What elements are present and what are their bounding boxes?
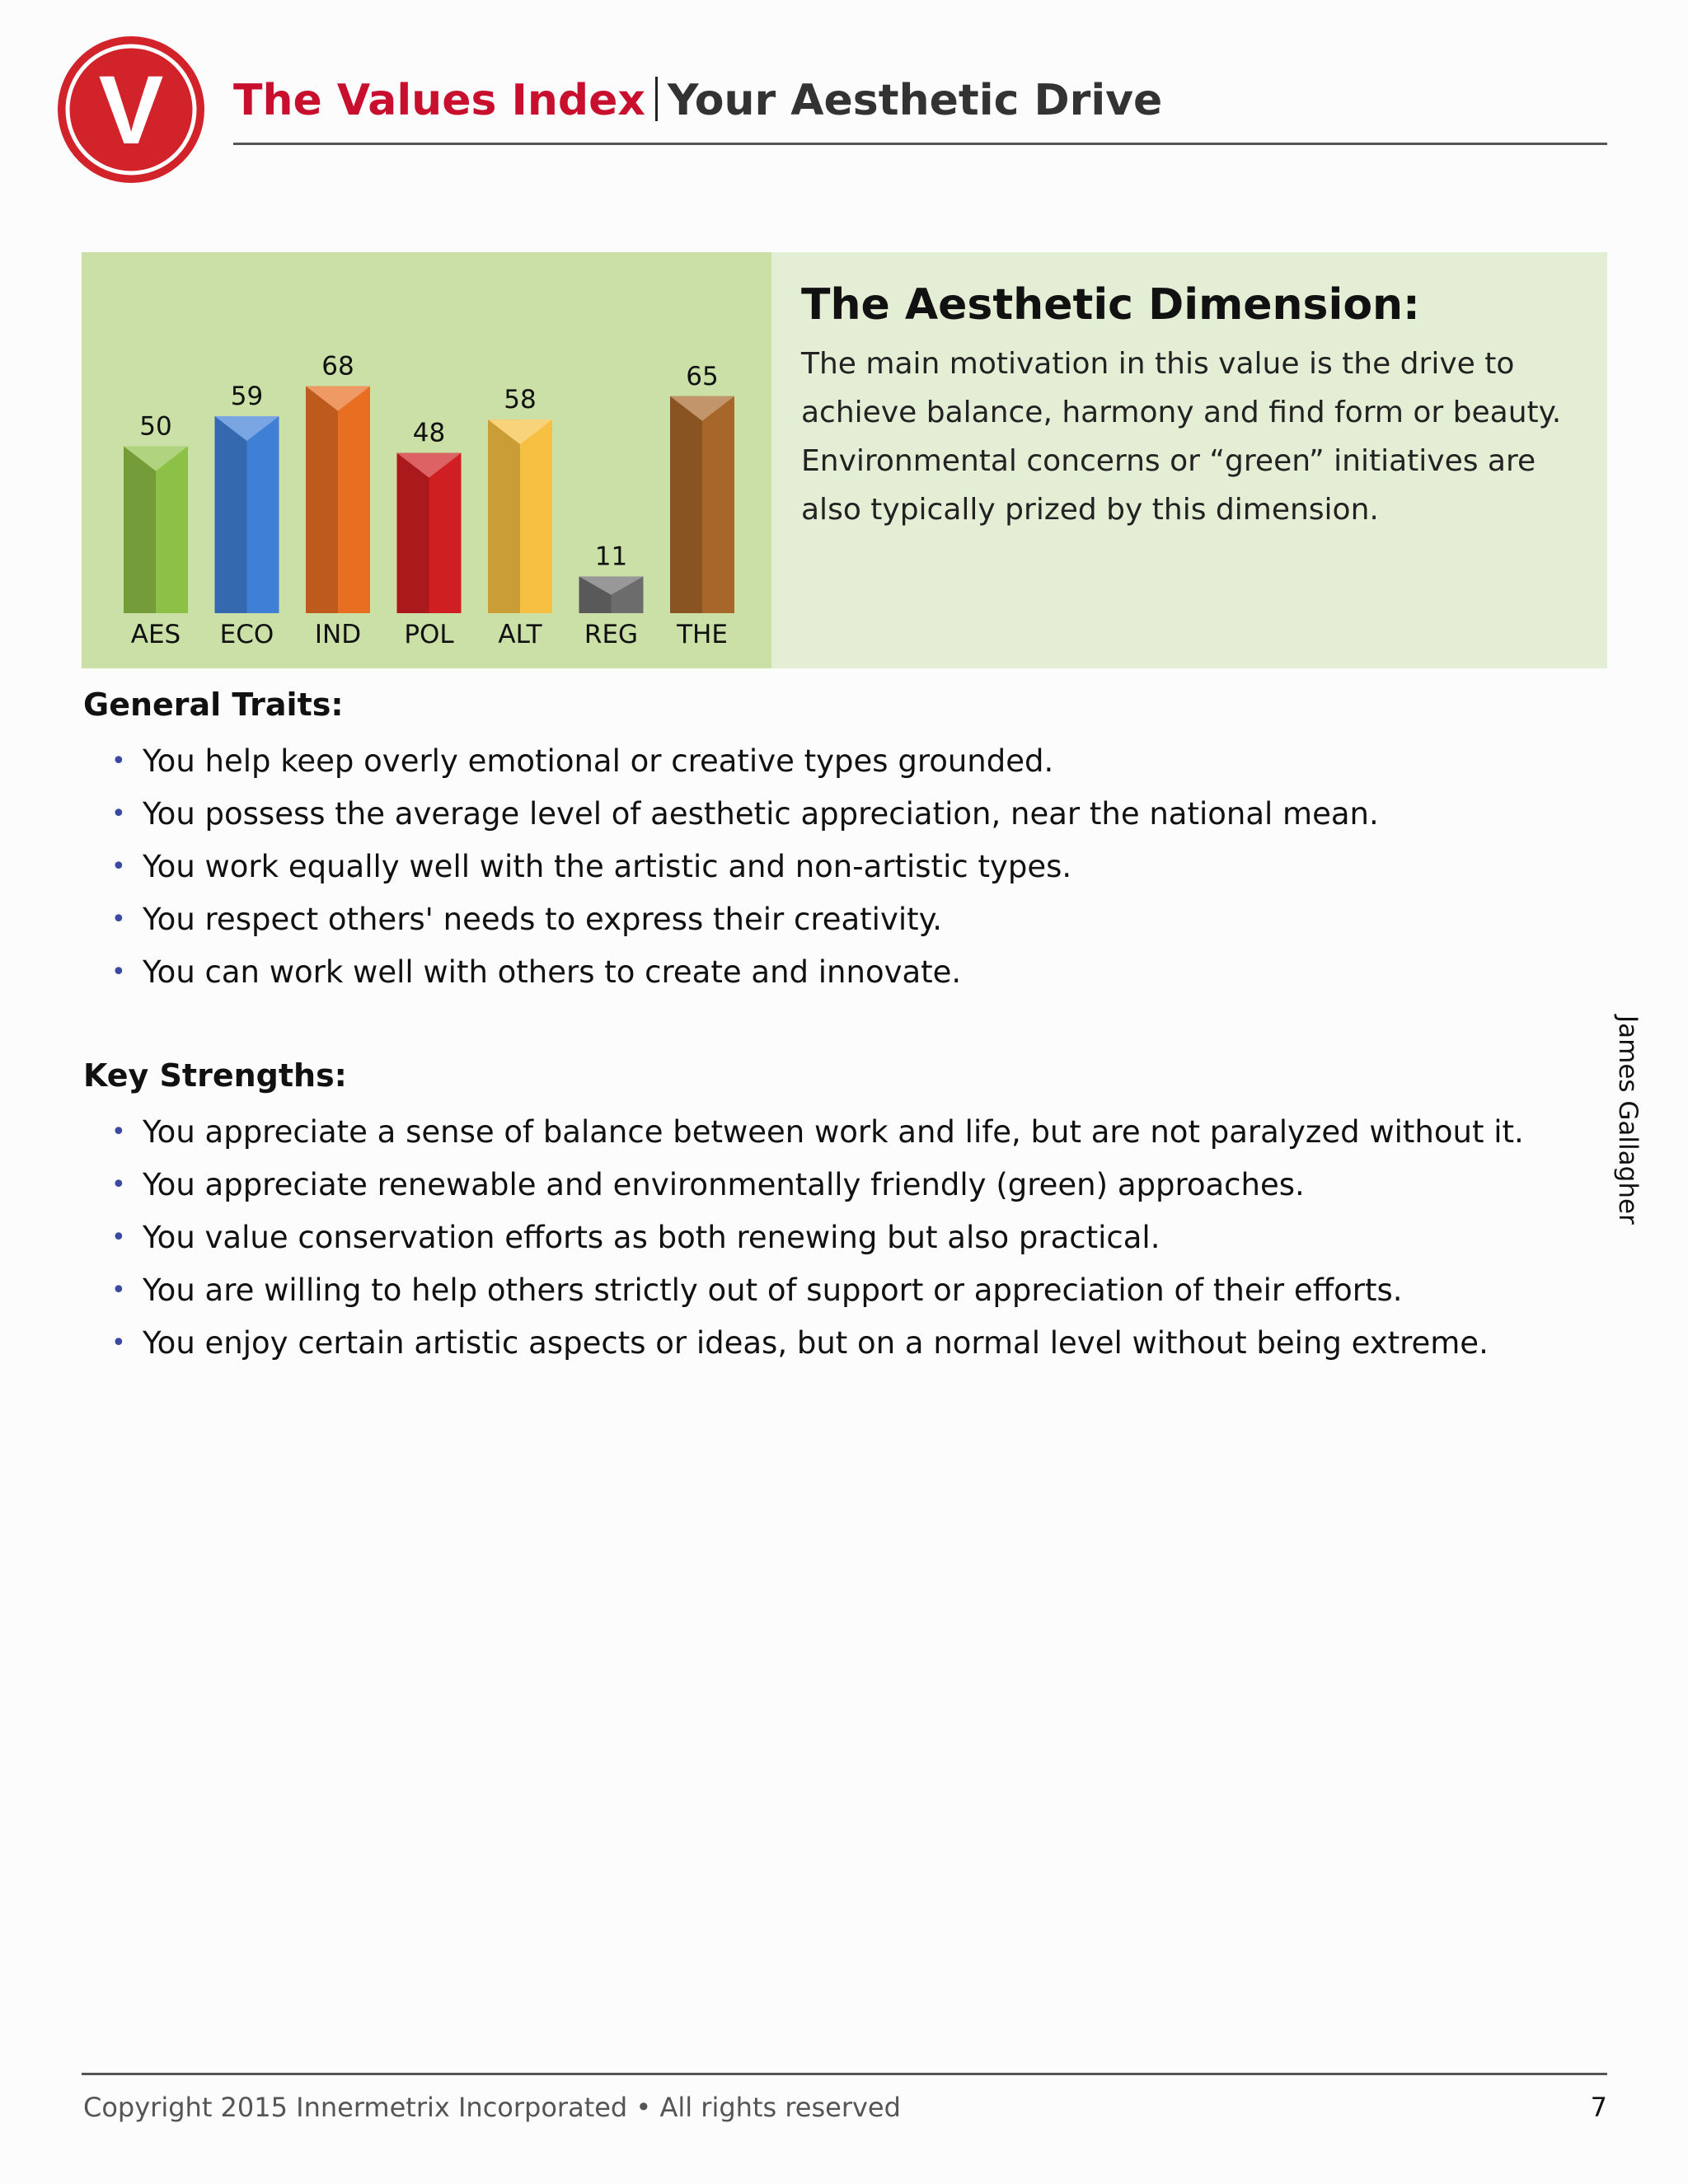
bullet-icon: • — [111, 852, 126, 881]
list-item — [83, 1106, 1524, 1159]
list-item — [83, 1212, 1524, 1264]
bullet-icon: • — [111, 1329, 126, 1357]
list-item-text: You appreciate a sense of balance between work and life, but are not paralyzed without it. — [143, 1114, 1524, 1150]
page-title — [233, 76, 1162, 125]
bullet-icon: • — [111, 1223, 126, 1252]
list-item-text: You work equally well with the artistic and non-artistic types. — [143, 849, 1072, 884]
list-item — [83, 841, 1379, 893]
list-item-text: You can work well with others to create and innovate. — [143, 954, 962, 990]
list-item-text: You help keep overly emotional or creative types grounded. — [143, 743, 1054, 779]
list-item — [83, 788, 1379, 841]
list-item-text: You value conservation efforts as both renewing but also practical. — [143, 1220, 1160, 1255]
bar-left-face — [306, 387, 338, 613]
category-tick-label: IND — [314, 620, 362, 649]
key-strengths-heading: Key Strengths: — [83, 1057, 347, 1094]
category-tick-label: POL — [404, 620, 454, 649]
category-tick-label: AES — [130, 620, 181, 649]
logo-letter: V — [98, 56, 164, 165]
category-tick-label: REG — [584, 620, 639, 649]
bar-value-label: 48 — [412, 418, 446, 448]
bar-value-label: 50 — [139, 411, 172, 442]
list-item-text: You are willing to help others strictly out of support or appreciation of their efforts. — [143, 1272, 1403, 1308]
list-item — [83, 1317, 1524, 1370]
list-item-text: You respect others' needs to express their creativity. — [143, 902, 943, 937]
bar-right-face — [429, 453, 462, 613]
section-heading: Your Aesthetic Drive — [667, 76, 1163, 125]
bar-right-face — [156, 447, 188, 614]
key-strengths-list — [83, 1106, 1524, 1370]
bullet-icon: • — [111, 1276, 126, 1305]
list-item — [83, 1264, 1524, 1317]
list-item — [83, 1159, 1524, 1212]
brand-title: The Values Index — [233, 76, 645, 125]
bar-left-face — [124, 447, 156, 614]
footer-rule — [82, 2073, 1607, 2075]
dimension-title: The Aesthetic Dimension: — [801, 280, 1420, 330]
list-item-text: You possess the average level of aesthetic appreciation, near the national mean. — [143, 796, 1379, 832]
page-number: 7 — [1590, 2092, 1607, 2123]
category-tick-label: THE — [677, 620, 728, 649]
header-rule — [233, 143, 1607, 145]
general-traits-heading: General Traits: — [83, 687, 344, 723]
bar-value-label: 68 — [321, 351, 354, 382]
respondent-name: James Gallagher — [1613, 1015, 1643, 1225]
bullet-icon: • — [111, 747, 126, 776]
bar-right-face — [247, 416, 279, 613]
bar-left-face — [670, 396, 702, 613]
bullet-icon: • — [111, 958, 126, 987]
bar-value-label: 58 — [504, 385, 537, 415]
bullet-icon: • — [111, 905, 126, 934]
general-traits-list — [83, 735, 1379, 999]
category-tick-label: ALT — [498, 620, 542, 649]
list-item — [83, 893, 1379, 946]
list-item-text: You appreciate renewable and environmentally friendly (green) approaches. — [143, 1167, 1305, 1202]
bullet-icon: • — [111, 1118, 126, 1146]
bar-left-face — [397, 453, 429, 613]
bar-chart-svg — [82, 252, 771, 668]
list-item — [83, 735, 1379, 788]
bullet-icon: • — [111, 1170, 126, 1199]
list-item — [83, 946, 1379, 999]
bar-right-face — [702, 396, 734, 613]
bar-value-label: 65 — [686, 361, 719, 391]
bar-right-face — [338, 387, 370, 613]
bar-right-face — [520, 419, 552, 613]
list-item-text: You enjoy certain artistic aspects or ideas, but on a normal level without being extreme. — [143, 1325, 1489, 1361]
bar-value-label: 11 — [594, 541, 628, 572]
bar-left-face — [488, 419, 520, 613]
title-separator — [655, 77, 658, 121]
category-tick-label: ECO — [219, 620, 274, 649]
values-index-logo — [56, 35, 206, 185]
bar-left-face — [215, 416, 247, 613]
bullet-icon: • — [111, 799, 126, 828]
dimension-description: The main motivation in this value is the drive to achieve balance, harmony and find form or beauty. Environmental concerns or “green” initiatives are also typically prized by this dimension. — [801, 347, 1562, 527]
footer-copyright: Copyright 2015 Innermetrix Incorporated • All rights reserved — [83, 2092, 901, 2123]
bar-value-label: 59 — [230, 382, 264, 412]
values-chart — [82, 252, 771, 668]
